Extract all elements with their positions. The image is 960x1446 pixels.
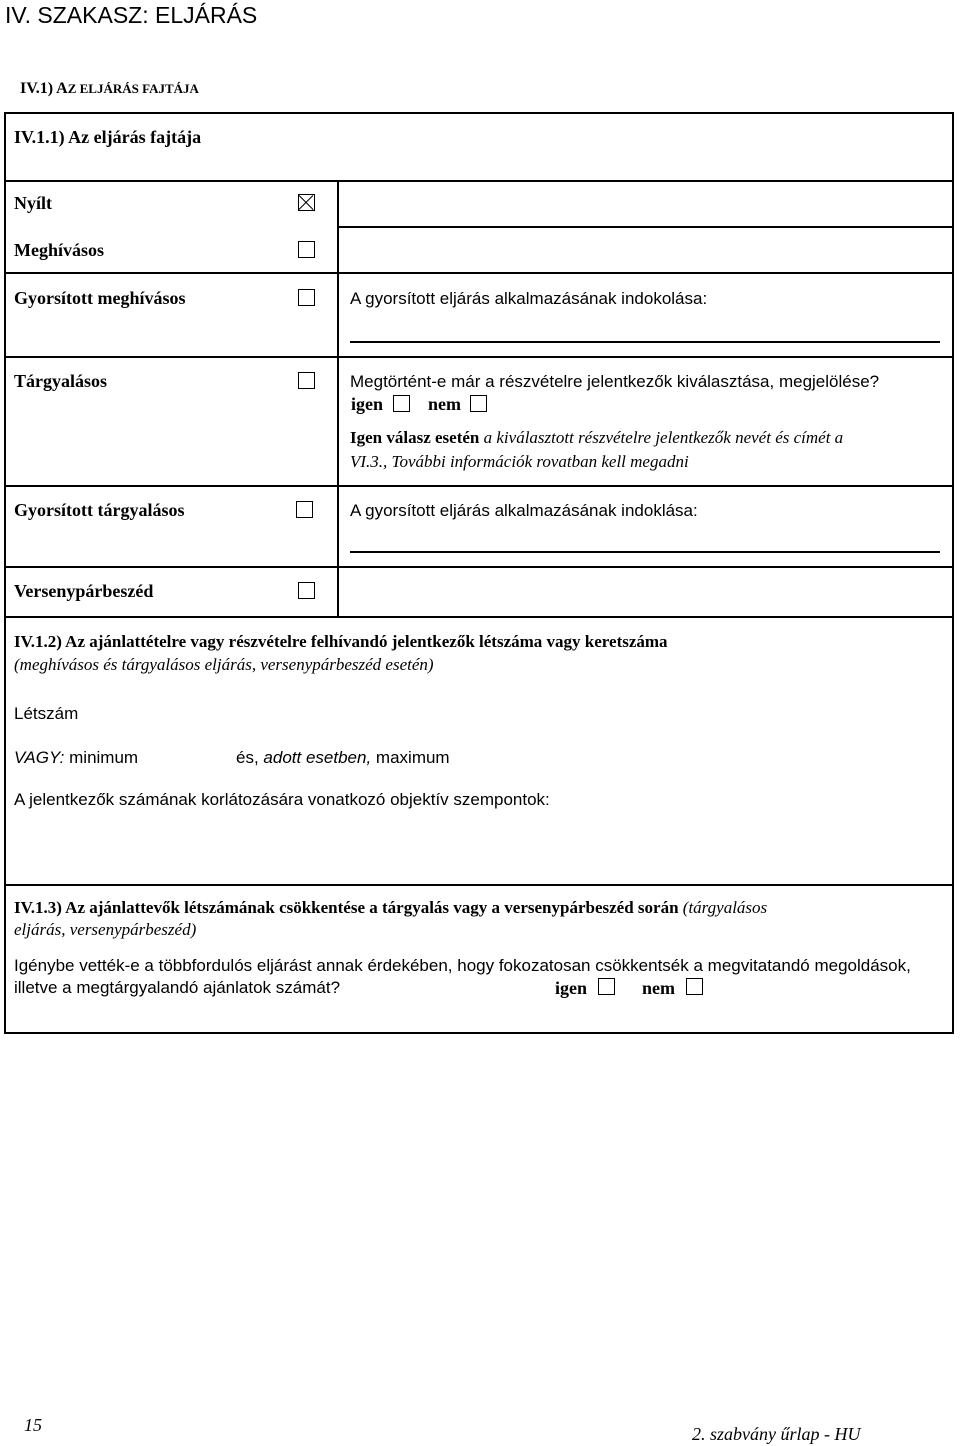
option-gyorsitott-meghivasos-checkbox[interactable]: [298, 289, 315, 306]
option-versenyparbeszed-label: Versenypárbeszéd: [14, 581, 154, 601]
option-nyilt-label: Nyílt: [14, 193, 52, 213]
vagy-minimum-label: [14, 748, 138, 768]
criteria-label: A jelentkezők számának korlátozására vonatkozó objektív szempontok:: [14, 790, 550, 809]
iv12-heading: IV.1.2) Az ajánlattételre vagy részvételre felhívandó jelentkezők létszáma vagy keretszáma: [14, 632, 668, 651]
minimum-label: minimum: [69, 748, 139, 767]
row-divider: [4, 356, 954, 358]
iv13-no-label: nem: [642, 978, 675, 998]
targyalasos-question: Megtörtént-e már a részvételre jelentkezők kiválasztása, megjelölése?: [350, 372, 880, 391]
page-number: 15: [24, 1415, 42, 1435]
subtitle-rest: Z ELJÁRÁS FAJTÁJA: [67, 81, 199, 96]
targyalasos-yes-label: igen: [351, 394, 384, 414]
section-subtitle: [20, 80, 199, 98]
gyors-meghivasos-justification-field[interactable]: [350, 341, 940, 343]
adott-esetben-label: adott esetben,: [263, 748, 372, 767]
gyors-meghivasos-justification-label: A gyorsított eljárás alkalmazásának indokolása:: [350, 289, 708, 308]
igen-answer-ref: VI.3.: [350, 452, 384, 471]
letszam-label: Létszám: [14, 704, 79, 723]
igen-answer-line-1: [350, 428, 843, 448]
iv13-heading: [14, 898, 767, 918]
option-meghivasos-label: Meghívásos: [14, 240, 104, 260]
iv13-question-line-1: Igénybe vették-e a többfordulós eljárást annak érdekében, hogy fokozatosan csökkentsék a megvitatandó megoldások,: [14, 956, 911, 975]
option-gyorsitott-targyalasos-label: Gyorsított tárgyalásos: [14, 500, 185, 520]
column-divider: [337, 180, 339, 617]
igen-answer-line-2: [350, 452, 689, 472]
row-divider: [4, 272, 954, 274]
iv13-heading-cont: eljárás, versenypárbeszéd): [14, 920, 197, 939]
option-meghivasos-checkbox[interactable]: [298, 241, 315, 258]
igen-answer-rest: , További információk rovatban kell megadni: [383, 452, 689, 471]
row-divider: [338, 226, 954, 228]
targyalasos-yes-checkbox[interactable]: [393, 395, 410, 412]
option-targyalasos-label: Tárgyalásos: [14, 371, 108, 391]
iv13-question-line-2: illetve a megtárgyalandó ajánlatok számát?: [14, 978, 341, 997]
row-divider: [4, 566, 954, 568]
iv11-heading: IV.1.1) Az eljárás fajtája: [14, 127, 202, 147]
form-name: 2. szabvány űrlap - HU: [692, 1424, 861, 1444]
iv11-box: [4, 112, 954, 618]
targyalasos-no-checkbox[interactable]: [470, 395, 487, 412]
iv13-yes-label: igen: [555, 978, 588, 998]
option-versenyparbeszed-checkbox[interactable]: [298, 582, 315, 599]
igen-answer-italic: a kiválasztott részvételre jelentkezők nevét és címét a: [483, 428, 844, 447]
iv13-no-checkbox[interactable]: [686, 978, 703, 995]
iv13-heading-italic: (tárgyalásos: [682, 898, 768, 917]
es-label: és,: [236, 748, 259, 767]
option-gyorsitott-targyalasos-checkbox[interactable]: [296, 501, 313, 518]
page-title: IV. SZAKASZ: ELJÁRÁS: [5, 2, 258, 28]
gyors-targyalasos-justification-field[interactable]: [350, 551, 940, 553]
iv12-subheading: (meghívásos és tárgyalásos eljárás, versenypárbeszéd esetén): [14, 655, 434, 674]
igen-answer-bold: Igen válasz esetén: [350, 428, 480, 447]
iv13-heading-bold: IV.1.3) Az ajánlattevők létszámának csökkentése a tárgyalás vagy a versenypárbeszéd során: [14, 898, 679, 917]
option-nyilt-checkbox[interactable]: [298, 194, 315, 211]
targyalasos-no-label: nem: [428, 394, 461, 414]
max-label: maximum: [375, 748, 450, 767]
gyors-targyalasos-justification-label: A gyorsított eljárás alkalmazásának indoklása:: [350, 501, 698, 520]
iv13-yes-checkbox[interactable]: [598, 978, 615, 995]
vagy-label: VAGY:: [14, 748, 65, 767]
iv11-heading-divider: [4, 180, 954, 182]
option-gyorsitott-meghivasos-label: Gyorsított meghívásos: [14, 288, 186, 308]
subtitle-prefix: IV.1) A: [20, 80, 68, 97]
maximum-label: [236, 748, 450, 768]
option-targyalasos-checkbox[interactable]: [298, 372, 315, 389]
row-divider: [4, 485, 954, 487]
